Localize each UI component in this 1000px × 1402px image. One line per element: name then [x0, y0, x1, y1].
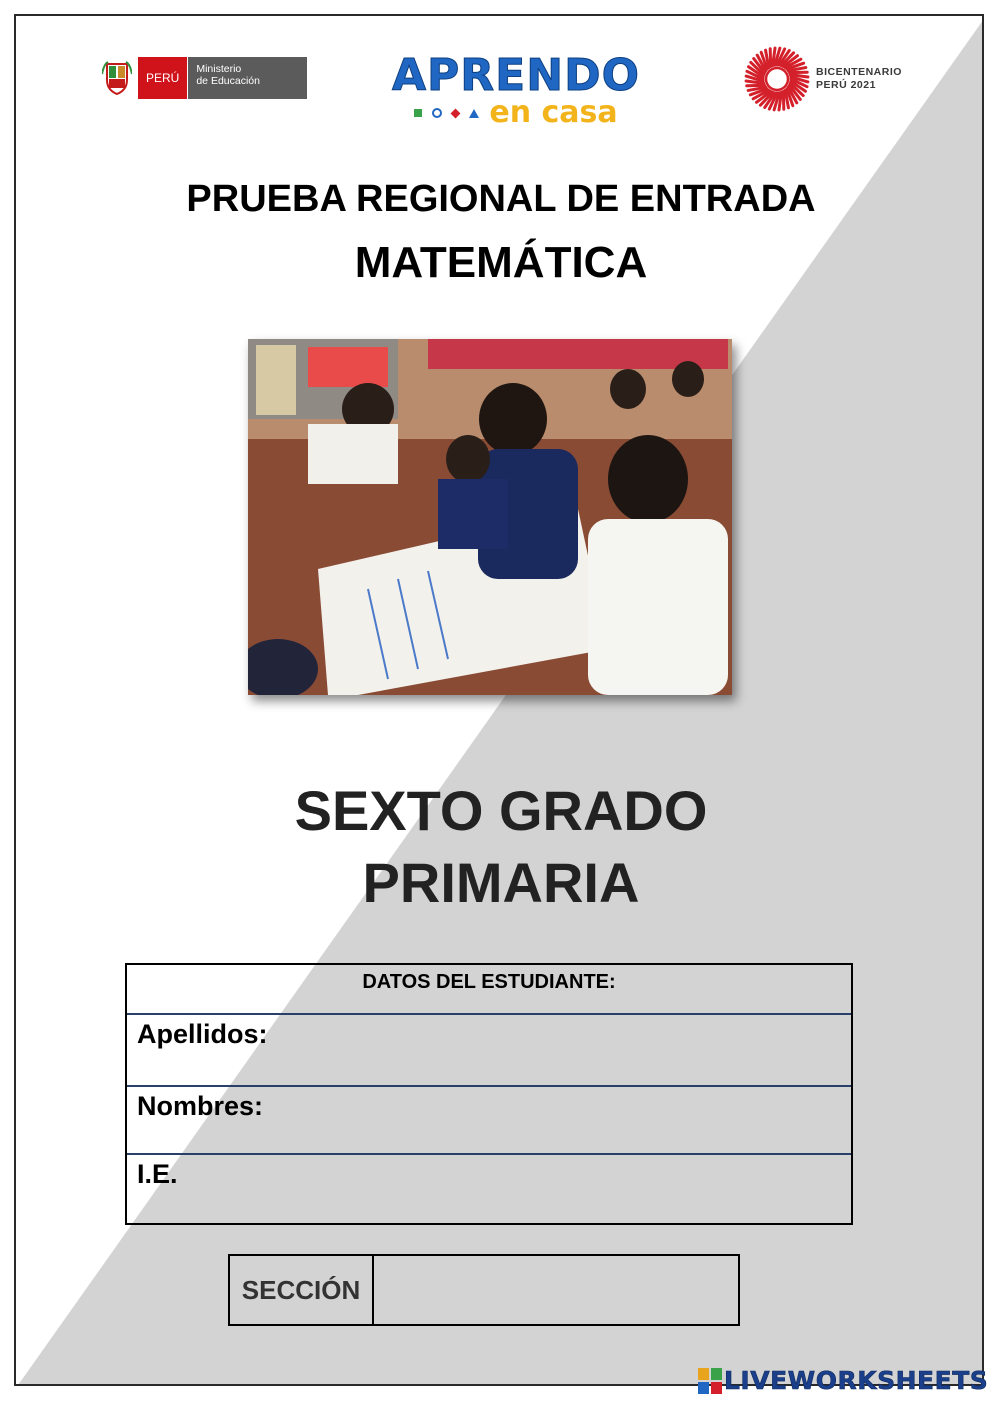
section-label: SECCIÓN — [230, 1256, 374, 1324]
peru-label: PERÚ — [138, 57, 187, 99]
classroom-photo — [248, 339, 732, 695]
subject-title: MATEMÁTICA — [354, 238, 648, 287]
level-title: PRIMARIA — [362, 851, 640, 914]
aprendo-title: APRENDO — [392, 50, 640, 101]
bicentenario-sunburst-icon — [744, 46, 810, 112]
liveworksheets-icon — [698, 1368, 722, 1394]
surname-field[interactable] — [127, 1015, 851, 1087]
liveworksheets-watermark — [698, 1366, 988, 1395]
aprendo-en-casa-logo — [390, 52, 642, 132]
students-writing-on-paper — [248, 339, 732, 695]
student-data-form — [125, 963, 853, 1225]
surname-label: Apellidos: — [137, 1019, 268, 1049]
ministry-line-1: Ministerio — [196, 63, 242, 75]
first-name-field[interactable] — [127, 1087, 851, 1155]
bicentenario-line-1: BICENTENARIO — [816, 66, 902, 78]
school-label: I.E. — [137, 1159, 178, 1189]
shapes-icon — [414, 108, 479, 118]
test-title: PRUEBA REGIONAL DE ENTRADA — [186, 178, 816, 220]
grade-title: SEXTO GRADO — [294, 779, 708, 842]
first-name-label: Nombres: — [137, 1091, 264, 1121]
worksheet-page — [14, 14, 984, 1386]
ministry-line-2: de Educación — [196, 75, 260, 87]
aprendo-subtitle: en casa — [489, 95, 618, 130]
ministry-label — [187, 57, 307, 99]
watermark-text: LIVEWORKSHEETS — [724, 1366, 989, 1395]
section-field — [228, 1254, 740, 1326]
minedu-logo — [102, 56, 307, 100]
bicentenario-logo — [744, 46, 902, 112]
section-input[interactable] — [374, 1256, 738, 1324]
school-field[interactable] — [127, 1155, 851, 1221]
student-data-heading: DATOS DEL ESTUDIANTE: — [127, 965, 851, 1015]
bicentenario-line-2: PERÚ 2021 — [816, 79, 876, 91]
peru-coat-of-arms-icon — [102, 60, 132, 96]
